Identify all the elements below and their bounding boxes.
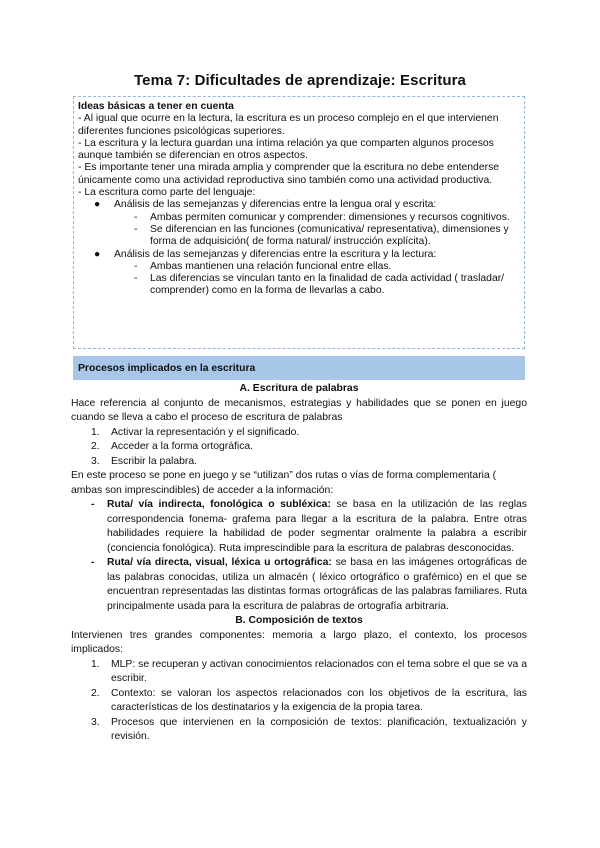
component-number: 1. — [91, 658, 100, 670]
dash-icon: - — [134, 273, 138, 285]
dash-icon: - — [91, 557, 95, 568]
route-text: se basa en la utilización de las reglas correspondencia fonema- grafema para llegar a la escritura de la palabra. Entre otras habilidades requiere la habilidad de poder segmentar oralmente la palabra a escribir (conciencia fonológica). Ruta imprescindible para la escritura de palabras desconocidas. — [107, 499, 528, 554]
step-number: 1. — [91, 426, 100, 438]
step-number: 2. — [91, 441, 100, 452]
ideas-box — [73, 96, 525, 349]
ideas-subitem — [78, 273, 518, 298]
step-item — [71, 440, 527, 455]
step-text: Acceder a la forma ortográfica. — [111, 441, 254, 452]
section-a-intro: Hace referencia al conjunto de mecanismos, estrategias y habilidades que se ponen en juego cuando se lleva a cabo el proceso de escritura de palabras — [71, 397, 527, 423]
component-text: MLP: se recuperan y activan conocimientos relacionados con el tema sobre el que se va a escribir. — [111, 658, 527, 684]
route-name: Ruta/ vía directa, visual, léxica u ortográfica: — [107, 557, 332, 568]
component-text: Procesos que intervienen en la composición de textos: planificación, textualización y revisión. — [111, 716, 527, 742]
step-text: Activar la representación y el significado. — [111, 426, 300, 438]
main-content — [71, 382, 527, 745]
section-b-heading: B. Composición de textos — [235, 615, 363, 626]
route-text: se basa en las imágenes ortográficas de las palabras conocidas, utiliza un almacén ( léxico ortográfico o grafémico) en el que se encuentran representadas las distintas formas ortográficas de las palabras familiares. Ruta principalmente usada para la escritura de palabras de ortografía arbitraria. — [107, 557, 528, 612]
step-item — [71, 455, 527, 470]
ideas-line: - La escritura como parte del lenguaje: — [78, 187, 256, 199]
component-text: Contexto: se valoran los aspectos relacionados con los objetivos de la escritura, las características de los destinatarios y la exigencia de la propia tarea. — [111, 687, 527, 713]
subitem-text: Se diferencian en las funciones (comunicativa/ representativa), dimensiones y forma de adquisición( de forma natural/ instrucción explícita). — [150, 223, 509, 248]
subitem-text: Ambas permiten comunicar y comprender: dimensiones y recursos cognitivos. — [150, 211, 510, 223]
dash-icon: - — [134, 260, 138, 272]
component-item — [71, 658, 527, 687]
step-item — [71, 426, 527, 441]
ideas-subitem — [78, 224, 518, 249]
ideas-line: - Al igual que ocurre en la lectura, la escritura es un proceso complejo en el que intervienen diferentes funciones psicológicas superiores. — [78, 113, 499, 137]
routes-intro: En este proceso se pone en juego y se “utilizan” dos rutas o vías de forma complementaria ( ambas son imprescindibles) de acceder a la información: — [71, 470, 497, 496]
dash-icon: - — [134, 211, 138, 223]
ideas-line: - La escritura y la lectura guardan una íntima relación ya que comparten algunos procesos aunque también se diferencian en otros aspectos. — [78, 137, 494, 162]
subitem-text: Ambas mantienen una relación funcional entre ellas. — [150, 260, 392, 272]
page-title: Tema 7: Dificultades de aprendizaje: Escritura — [134, 72, 466, 89]
ideas-subitem — [78, 261, 518, 273]
section-a-heading: A. Escritura de palabras — [239, 383, 359, 394]
dash-icon: - — [134, 223, 138, 235]
section-banner: Procesos implicados en la escritura — [73, 356, 525, 380]
bullet-text: Análisis de las semejanzas y diferencias entre la lengua oral y escrita: — [114, 199, 437, 211]
bullet-icon: ● — [94, 199, 101, 211]
route-item — [71, 556, 527, 614]
route-item — [71, 498, 527, 556]
ideas-bullet — [78, 199, 518, 211]
step-number: 3. — [91, 455, 100, 467]
ideas-line: - Es importante tener una mirada amplia y comprender que la escritura no debe entenderse únicamente como una actividad reproductiva sino también como una actividad productiva. — [78, 162, 500, 186]
route-name: Ruta/ vía indirecta, fonológica o subléxica: — [107, 499, 331, 510]
subitem-text: Las diferencias se vinculan tanto en la finalidad de cada actividad ( trasladar/ comprender) como en la forma de llevarlas a cabo. — [150, 273, 505, 297]
component-item — [71, 716, 527, 745]
bullet-text: Análisis de las semejanzas y diferencias entre la escritura y la lectura: — [114, 248, 437, 260]
step-text: Escribir la palabra. — [111, 455, 198, 467]
ideas-bullet — [78, 249, 518, 261]
dash-icon: - — [91, 499, 95, 510]
component-item — [71, 687, 527, 716]
ideas-heading: Ideas básicas a tener en cuenta — [78, 101, 234, 112]
ideas-subitem — [78, 212, 518, 224]
bullet-icon: ● — [94, 248, 101, 260]
component-number: 2. — [91, 687, 100, 699]
component-number: 3. — [91, 716, 100, 728]
section-b-intro: Intervienen tres grandes componentes: memoria a largo plazo, el contexto, los procesos implicados: — [71, 629, 527, 655]
